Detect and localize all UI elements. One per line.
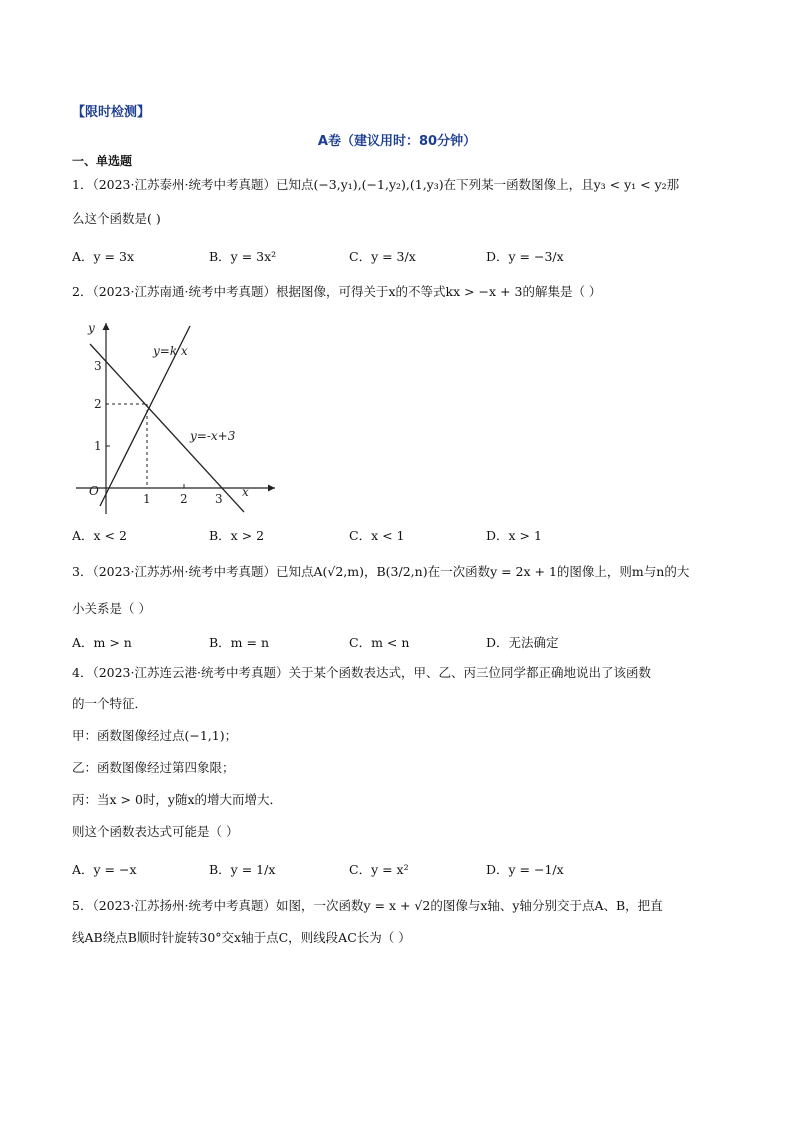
q3-option-d[interactable]: D．无法确定	[486, 635, 559, 650]
q3-text-line2: 小关系是（ ）	[72, 601, 151, 616]
q2-option-c[interactable]: C．x < 1	[349, 528, 405, 543]
x-tick-label-3: 3	[215, 492, 223, 506]
q2-options	[72, 526, 712, 546]
y-tick-label-1: 1	[94, 439, 102, 453]
x-axis-arrow	[268, 485, 275, 492]
x-tick-label-2: 2	[180, 492, 188, 506]
origin-label: O	[89, 484, 99, 498]
q4-text-line4: 乙：函数图像经过第四象限；	[72, 760, 235, 775]
q5-text-line2: 线AB绕点B顺时针旋转30°交x轴于点C，则线段AC长为（ ）	[72, 930, 411, 945]
line-neg-x-label: y=-x+3	[190, 429, 236, 443]
y-tick-label-2: 2	[94, 397, 102, 411]
q2-function-graph	[70, 318, 280, 518]
q4-option-a[interactable]: A．y = −x	[72, 862, 137, 877]
part-heading: 一、单选题	[72, 154, 133, 168]
q1-option-c[interactable]: C．y = 3/x	[349, 249, 416, 264]
q4-options	[72, 860, 712, 880]
x-axis-label: x	[242, 485, 249, 499]
q1-text-line1: 1．（2023·江苏泰州·统考中考真题）已知点(−3,y₁),(−1,y₂),(1,y₃)在下列某一函数图像上，且y₃ < y₁ < y₂那	[72, 177, 680, 192]
q5-text-line1: 5．（2023·江苏扬州·统考中考真题）如图，一次函数y = x + √2的图像与x轴、y轴分别交于点A、B，把直	[72, 898, 663, 913]
q4-option-d[interactable]: D．y = −1/x	[486, 862, 564, 877]
q1-option-d[interactable]: D．y = −3/x	[486, 249, 564, 264]
q2-text-line1: 2．（2023·江苏南通·统考中考真题）根据图像，可得关于x的不等式kx > −x + 3的解集是（ ）	[72, 284, 602, 299]
q3-option-a[interactable]: A．m > n	[72, 635, 132, 650]
q2-option-d[interactable]: D．x > 1	[486, 528, 542, 543]
q3-text-line1: 3．（2023·江苏苏州·统考中考真题）已知点A(√2,m)，B(3/2,n)在一次函数y = 2x + 1的图像上，则m与n的大	[72, 564, 690, 579]
q4-text-line6: 则这个函数表达式可能是（ ）	[72, 824, 239, 839]
q1-option-b[interactable]: B．y = 3x²	[209, 249, 277, 264]
y-axis-arrow	[103, 323, 110, 330]
q4-text-line5: 丙：当x > 0时，y随x的增大而增大．	[72, 792, 283, 807]
line-y-neg-x-plus-3	[90, 344, 244, 512]
q2-option-a[interactable]: A．x < 2	[72, 528, 127, 543]
q4-text-line3: 甲：函数图像经过点(−1,1)；	[72, 728, 238, 743]
y-axis-label: y	[88, 321, 95, 335]
q3-options	[72, 633, 712, 653]
line-kx-label: y=k x	[153, 344, 188, 358]
q1-option-a[interactable]: A．y = 3x	[72, 249, 135, 264]
volume-title: A卷（建议用时：80分钟）	[317, 134, 477, 149]
x-tick-label-1: 1	[143, 492, 151, 506]
section-tag: 【限时检测】	[72, 105, 151, 120]
y-tick-label-3: 3	[94, 359, 102, 373]
q3-option-b[interactable]: B．m = n	[209, 635, 270, 650]
q4-text-line2: 的一个特征．	[72, 696, 148, 711]
q4-text-line1: 4．（2023·江苏连云港·统考中考真题）关于某个函数表达式，甲、乙、丙三位同学都正确地说出了该函数	[72, 665, 651, 680]
q3-option-c[interactable]: C．m < n	[349, 635, 410, 650]
q4-option-b[interactable]: B．y = 1/x	[209, 862, 276, 877]
q1-text-line2: 么这个函数是( )	[72, 211, 161, 226]
q2-option-b[interactable]: B．x > 2	[209, 528, 265, 543]
q1-options	[72, 247, 712, 267]
q4-option-c[interactable]: C．y = x²	[349, 862, 409, 877]
